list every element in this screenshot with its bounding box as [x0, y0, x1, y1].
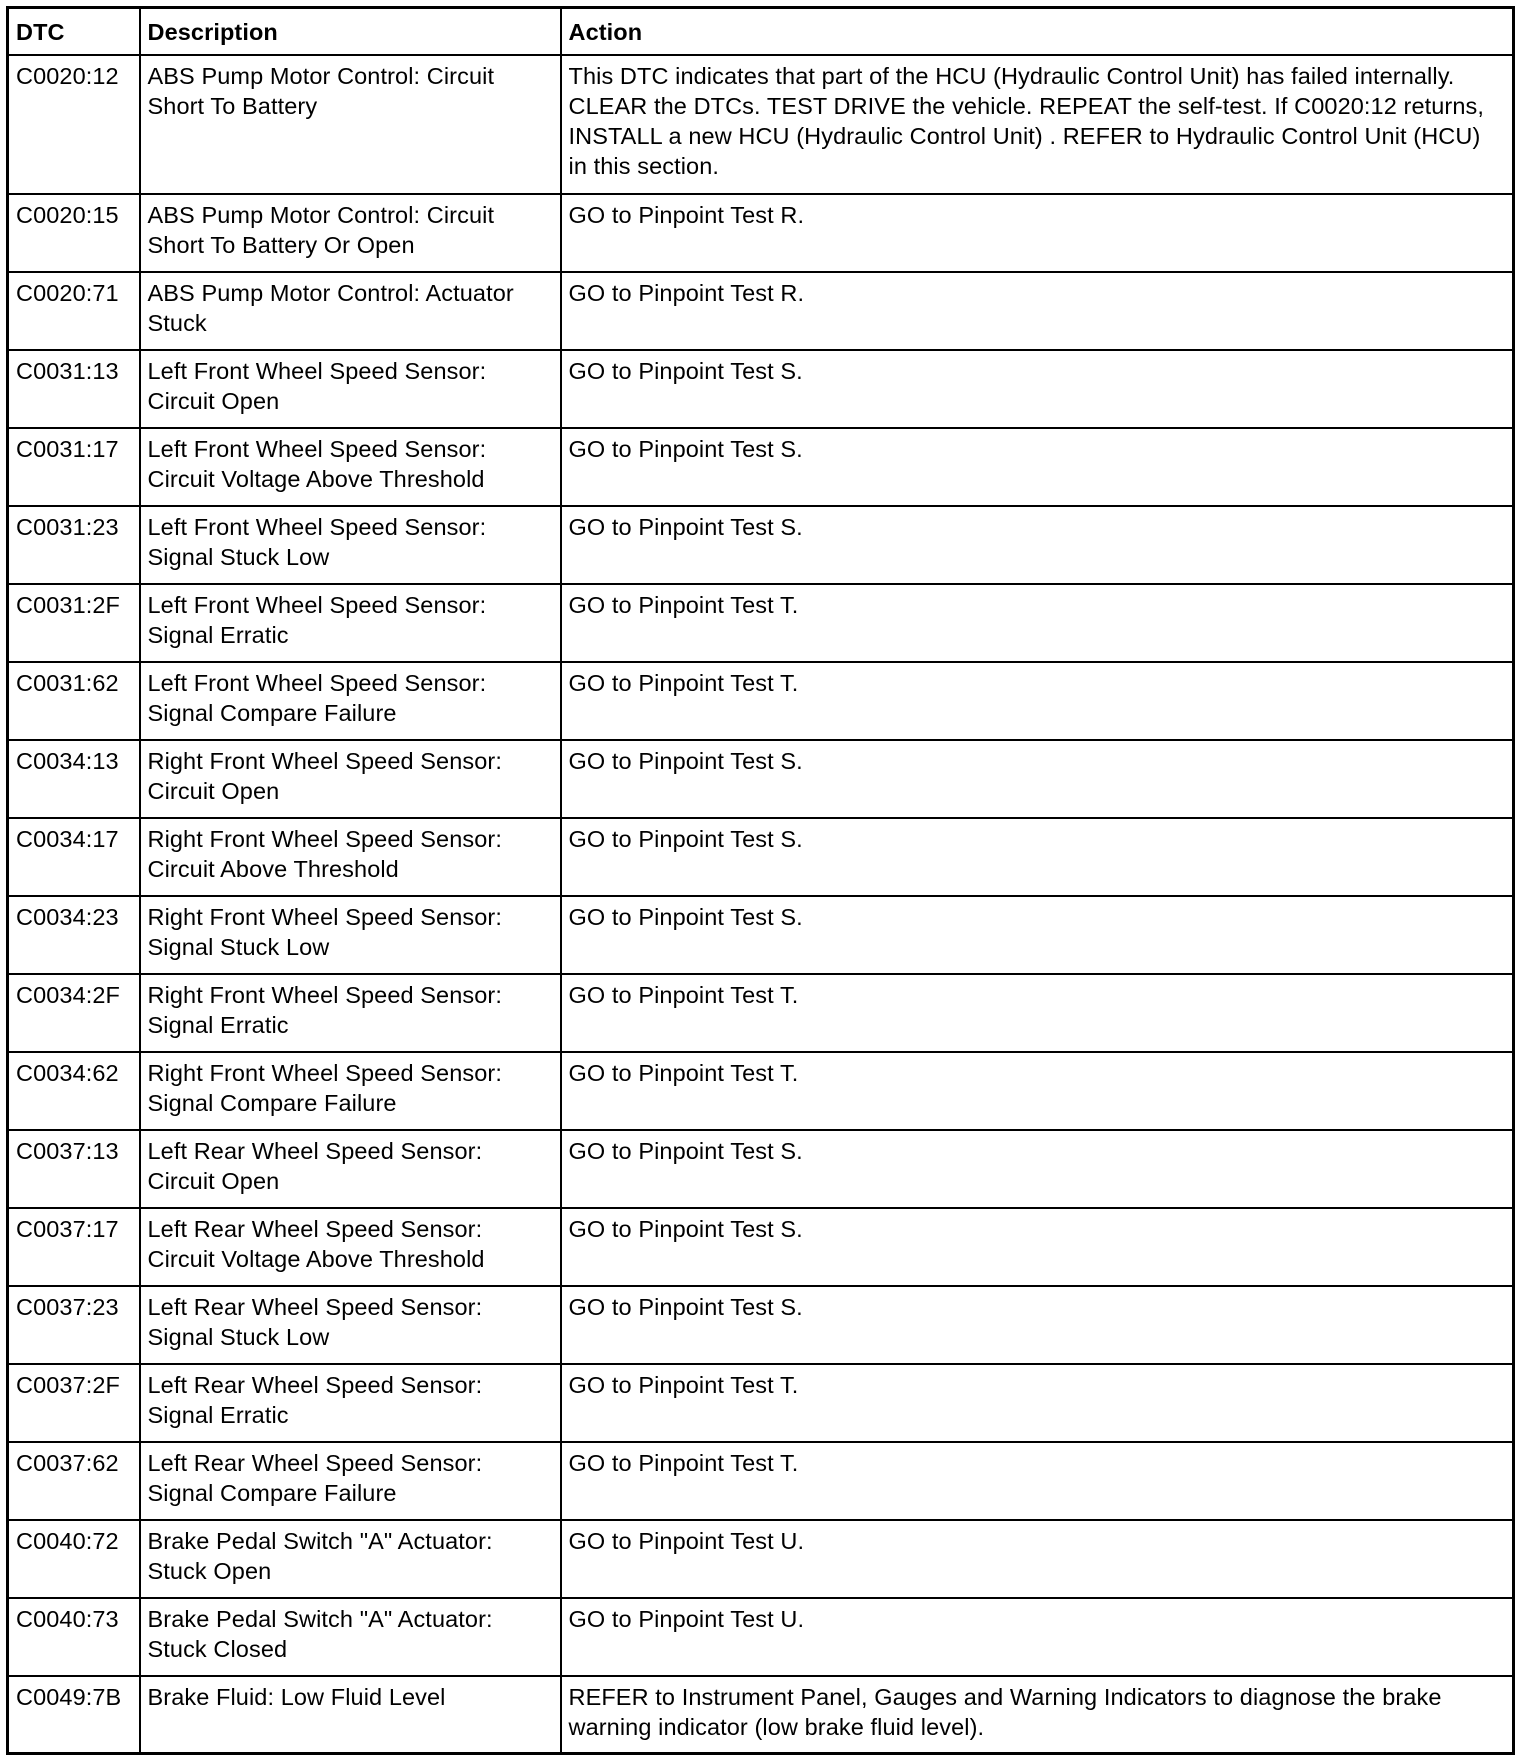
- dtc-code: C0040:72: [8, 1520, 140, 1598]
- table-row: [8, 1676, 1514, 1754]
- dtc-action: GO to Pinpoint Test S.: [561, 506, 1514, 584]
- table-row: [8, 194, 1514, 272]
- dtc-action: GO to Pinpoint Test S.: [561, 896, 1514, 974]
- dtc-code: C0037:2F: [8, 1364, 140, 1442]
- dtc-action: GO to Pinpoint Test T.: [561, 584, 1514, 662]
- table-row: [8, 272, 1514, 350]
- dtc-description: Left Front Wheel Speed Sensor: Circuit Voltage Above Threshold: [140, 428, 561, 506]
- table-row: [8, 1442, 1514, 1520]
- table-row: [8, 818, 1514, 896]
- table-row: [8, 740, 1514, 818]
- dtc-code: C0037:13: [8, 1130, 140, 1208]
- table-row: [8, 1286, 1514, 1364]
- dtc-action: GO to Pinpoint Test S.: [561, 428, 1514, 506]
- dtc-code: C0031:17: [8, 428, 140, 506]
- table-row: [8, 584, 1514, 662]
- dtc-code: C0034:62: [8, 1052, 140, 1130]
- dtc-code: C0020:12: [8, 55, 140, 194]
- dtc-action: GO to Pinpoint Test S.: [561, 818, 1514, 896]
- dtc-description: Brake Pedal Switch "A" Actuator: Stuck Open: [140, 1520, 561, 1598]
- dtc-code: C0034:13: [8, 740, 140, 818]
- dtc-code: C0020:15: [8, 194, 140, 272]
- dtc-description: Left Rear Wheel Speed Sensor: Signal Compare Failure: [140, 1442, 561, 1520]
- dtc-action: REFER to Instrument Panel, Gauges and Warning Indicators to diagnose the brake warning indicator (low brake fluid level).: [561, 1676, 1514, 1754]
- table-row: [8, 428, 1514, 506]
- dtc-description: ABS Pump Motor Control: Circuit Short To Battery: [140, 55, 561, 194]
- dtc-code: C0031:62: [8, 662, 140, 740]
- table-row: [8, 350, 1514, 428]
- dtc-action: GO to Pinpoint Test S.: [561, 350, 1514, 428]
- dtc-action: This DTC indicates that part of the HCU (Hydraulic Control Unit) has failed internally. CLEAR the DTCs. TEST DRIVE the vehicle. REPEAT the self-test. If C0020:12 returns, INSTALL a new HCU (Hydraulic Control Unit) . REFER to Hydraulic Control Unit (HCU) in this section.: [561, 55, 1514, 194]
- dtc-action: GO to Pinpoint Test R.: [561, 194, 1514, 272]
- dtc-action: GO to Pinpoint Test T.: [561, 1052, 1514, 1130]
- dtc-description: Right Front Wheel Speed Sensor: Signal Compare Failure: [140, 1052, 561, 1130]
- dtc-table: [6, 6, 1515, 1755]
- dtc-description: Right Front Wheel Speed Sensor: Circuit Above Threshold: [140, 818, 561, 896]
- header-description: Description: [140, 8, 561, 55]
- dtc-description: ABS Pump Motor Control: Actuator Stuck: [140, 272, 561, 350]
- dtc-code: C0037:23: [8, 1286, 140, 1364]
- table-row: [8, 974, 1514, 1052]
- dtc-description: Brake Fluid: Low Fluid Level: [140, 1676, 561, 1754]
- dtc-action: GO to Pinpoint Test T.: [561, 1442, 1514, 1520]
- dtc-description: ABS Pump Motor Control: Circuit Short To Battery Or Open: [140, 194, 561, 272]
- dtc-action: GO to Pinpoint Test T.: [561, 1364, 1514, 1442]
- dtc-description: Brake Pedal Switch "A" Actuator: Stuck Closed: [140, 1598, 561, 1676]
- header-action: Action: [561, 8, 1514, 55]
- table-row: [8, 1520, 1514, 1598]
- dtc-code: C0031:2F: [8, 584, 140, 662]
- dtc-code: C0020:71: [8, 272, 140, 350]
- dtc-description: Right Front Wheel Speed Sensor: Signal Stuck Low: [140, 896, 561, 974]
- dtc-description: Left Rear Wheel Speed Sensor: Signal Erratic: [140, 1364, 561, 1442]
- header-dtc: DTC: [8, 8, 140, 55]
- dtc-action: GO to Pinpoint Test U.: [561, 1520, 1514, 1598]
- dtc-action: GO to Pinpoint Test T.: [561, 662, 1514, 740]
- table-row: [8, 1364, 1514, 1442]
- dtc-action: GO to Pinpoint Test S.: [561, 740, 1514, 818]
- dtc-action: GO to Pinpoint Test S.: [561, 1130, 1514, 1208]
- dtc-action: GO to Pinpoint Test R.: [561, 272, 1514, 350]
- dtc-action: GO to Pinpoint Test S.: [561, 1208, 1514, 1286]
- table-row: [8, 662, 1514, 740]
- table-row: [8, 55, 1514, 194]
- dtc-code: C0049:7B: [8, 1676, 140, 1754]
- dtc-description: Right Front Wheel Speed Sensor: Circuit Open: [140, 740, 561, 818]
- table-row: [8, 1598, 1514, 1676]
- dtc-code: C0031:23: [8, 506, 140, 584]
- table-row: [8, 1208, 1514, 1286]
- table-row: [8, 1130, 1514, 1208]
- dtc-description: Left Front Wheel Speed Sensor: Signal Compare Failure: [140, 662, 561, 740]
- dtc-code: C0037:62: [8, 1442, 140, 1520]
- dtc-code: C0031:13: [8, 350, 140, 428]
- dtc-code: C0034:2F: [8, 974, 140, 1052]
- dtc-description: Left Rear Wheel Speed Sensor: Circuit Open: [140, 1130, 561, 1208]
- dtc-code: C0040:73: [8, 1598, 140, 1676]
- dtc-code: C0034:17: [8, 818, 140, 896]
- dtc-description: Left Front Wheel Speed Sensor: Signal Erratic: [140, 584, 561, 662]
- dtc-action: GO to Pinpoint Test U.: [561, 1598, 1514, 1676]
- dtc-code: C0034:23: [8, 896, 140, 974]
- dtc-description: Left Rear Wheel Speed Sensor: Circuit Voltage Above Threshold: [140, 1208, 561, 1286]
- table-row: [8, 896, 1514, 974]
- dtc-description: Right Front Wheel Speed Sensor: Signal Erratic: [140, 974, 561, 1052]
- table-row: [8, 506, 1514, 584]
- dtc-description: Left Rear Wheel Speed Sensor: Signal Stuck Low: [140, 1286, 561, 1364]
- table-header-row: [8, 8, 1514, 55]
- dtc-action: GO to Pinpoint Test S.: [561, 1286, 1514, 1364]
- table-row: [8, 1052, 1514, 1130]
- dtc-description: Left Front Wheel Speed Sensor: Signal Stuck Low: [140, 506, 561, 584]
- dtc-description: Left Front Wheel Speed Sensor: Circuit Open: [140, 350, 561, 428]
- dtc-action: GO to Pinpoint Test T.: [561, 974, 1514, 1052]
- dtc-code: C0037:17: [8, 1208, 140, 1286]
